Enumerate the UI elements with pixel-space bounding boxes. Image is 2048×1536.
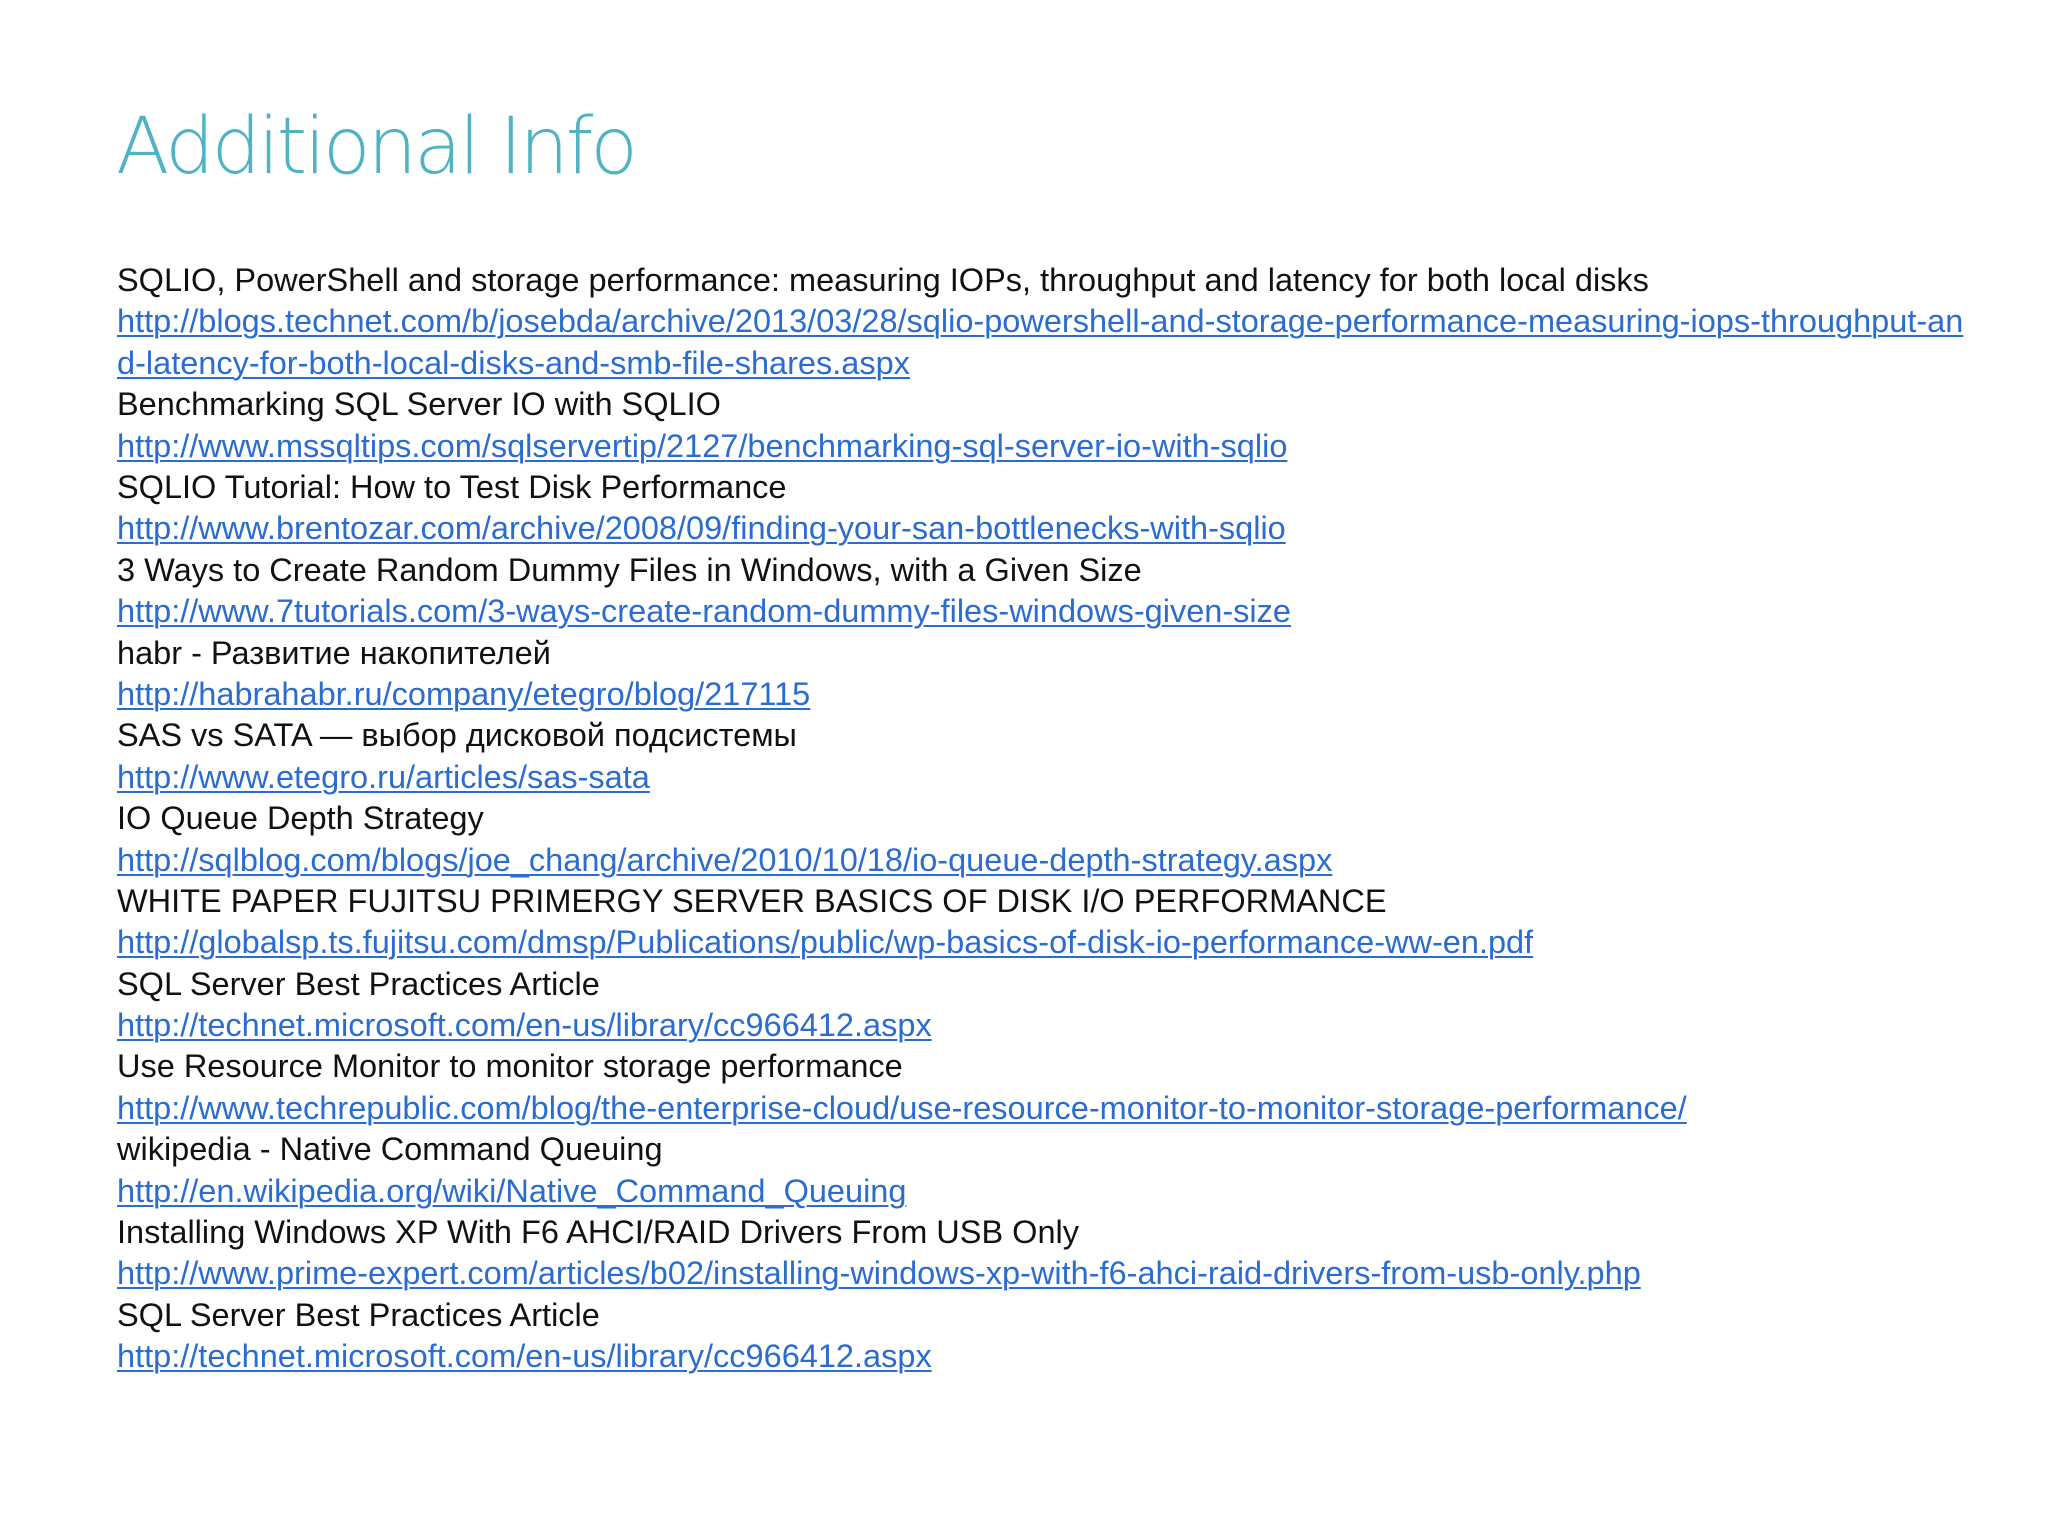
reference-title: habr - Развитие накопителей <box>117 634 551 671</box>
reference-link[interactable]: http://technet.microsoft.com/en-us/library/cc966412.aspx <box>117 1007 932 1044</box>
reference-title: 3 Ways to Create Random Dummy Files in Windows, with a Given Size <box>117 551 1142 588</box>
reference-list <box>117 260 1977 1378</box>
slide-title: Additional Info <box>116 102 635 192</box>
reference-title: SQLIO Tutorial: How to Test Disk Performance <box>117 468 787 505</box>
reference-title: Installing Windows XP With F6 AHCI/RAID Drivers From USB Only <box>117 1214 1079 1251</box>
reference-link[interactable]: http://www.etegro.ru/articles/sas-sata <box>117 758 650 795</box>
reference-title: SAS vs SATA — выбор дисковой подсистемы <box>117 717 797 754</box>
reference-link[interactable]: http://globalsp.ts.fujitsu.com/dmsp/Publications/public/wp-basics-of-disk-io-performance-ww-en.pdf <box>117 924 1534 961</box>
reference-title: SQL Server Best Practices Article <box>117 1296 600 1333</box>
reference-link[interactable]: http://www.techrepublic.com/blog/the-enterprise-cloud/use-resource-monitor-to-monitor-storage-performance/ <box>117 1089 1687 1126</box>
reference-title: wikipedia - Native Command Queuing <box>117 1131 663 1168</box>
reference-title: WHITE PAPER FUJITSU PRIMERGY SERVER BASICS OF DISK I/O PERFORMANCE <box>117 882 1387 919</box>
reference-link[interactable]: http://technet.microsoft.com/en-us/library/cc966412.aspx <box>117 1338 932 1375</box>
reference-title: Use Resource Monitor to monitor storage performance <box>117 1048 903 1085</box>
reference-link[interactable]: http://www.7tutorials.com/3-ways-create-random-dummy-files-windows-given-size <box>117 593 1291 630</box>
reference-link[interactable]: http://sqlblog.com/blogs/joe_chang/archive/2010/10/18/io-queue-depth-strategy.aspx <box>117 841 1333 878</box>
reference-link[interactable]: http://blogs.technet.com/b/josebda/archive/2013/03/28/sqlio-powershell-and-storage-performance-measuring-iops-throughput-and-latency-for-both-local-disks-and-smb-file-shares.aspx <box>117 303 1964 381</box>
reference-title: IO Queue Depth Strategy <box>117 800 484 837</box>
reference-link[interactable]: http://www.brentozar.com/archive/2008/09/finding-your-san-bottlenecks-with-sqlio <box>117 510 1286 547</box>
reference-title: SQL Server Best Practices Article <box>117 965 600 1002</box>
reference-title: SQLIO, PowerShell and storage performance: measuring IOPs, throughput and latency for both local disks <box>117 262 1649 298</box>
reference-link[interactable]: http://www.mssqltips.com/sqlservertip/2127/benchmarking-sql-server-io-with-sqlio <box>117 427 1288 464</box>
reference-title: Benchmarking SQL Server IO with SQLIO <box>117 386 721 423</box>
reference-link[interactable]: http://habrahabr.ru/company/etegro/blog/217115 <box>117 675 811 712</box>
reference-link[interactable]: http://en.wikipedia.org/wiki/Native_Command_Queuing <box>117 1172 907 1209</box>
reference-link[interactable]: http://www.prime-expert.com/articles/b02/installing-windows-xp-with-f6-ahci-raid-drivers-from-usb-only.php <box>117 1255 1641 1292</box>
